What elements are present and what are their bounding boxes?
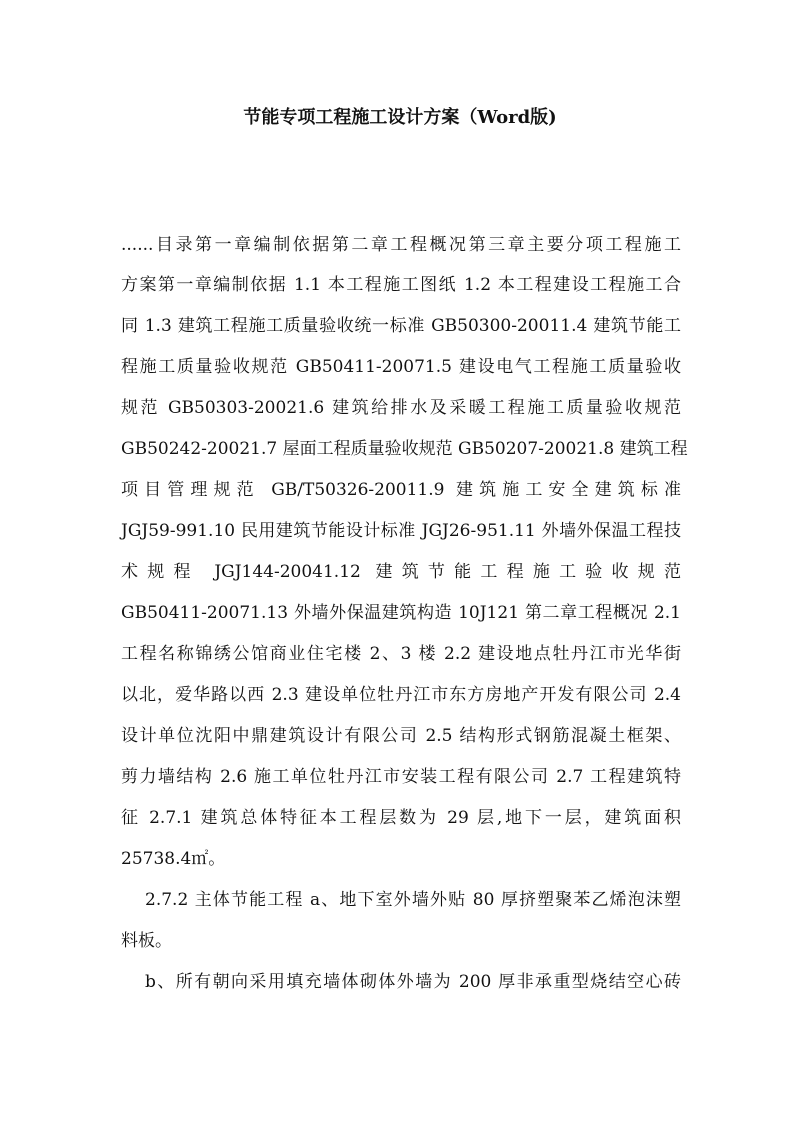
body-line: GB50242-20021.7 屋面工程质量验收规范 GB50207-20021.8 建筑工程: [121, 439, 688, 459]
body-line: 规范 GB50303-20021.6 建筑给排水及采暖工程施工质量验收规范: [121, 398, 681, 418]
body-line: b、所有朝向采用填充墙体砌体外墙为 200 厚非承重型烧结空心砖: [145, 972, 681, 992]
body-line: 剪力墙结构 2.6 施工单位牡丹江市安装工程有限公司 2.7 工程建筑特: [121, 767, 681, 787]
body-line: 2.7.2 主体节能工程 a、地下室外墙外贴 80 厚挤塑聚苯乙烯泡沫塑: [145, 890, 681, 910]
body-line: JGJ59-991.10 民用建筑节能设计标准 JGJ26-951.11 外墙外保温工程技: [121, 521, 681, 541]
body-line: 方案第一章编制依据 1.1 本工程施工图纸 1.2 本工程建设工程施工合: [121, 275, 681, 295]
document-title: 节能专项工程施工设计方案（Word版): [243, 107, 557, 128]
body-line: 25738.4㎡。: [121, 849, 226, 869]
body-line: ......目录第一章编制依据第二章工程概况第三章主要分项工程施工: [121, 235, 681, 255]
body-line: 程施工质量验收规范 GB50411-20071.5 建设电气工程施工质量验收: [121, 357, 681, 377]
body-line: 同 1.3 建筑工程施工质量验收统一标准 GB50300-20011.4 建筑节能工: [121, 316, 681, 336]
body-line: 术规程 JGJ144-20041.12 建筑节能工程施工验收规范: [121, 562, 681, 582]
body-line: GB50411-20071.13 外墙外保温建筑构造 10J121 第二章工程概况 2.1: [121, 603, 681, 623]
body-line: 征 2.7.1 建筑总体特征本工程层数为 29 层,地下一层，建筑面积: [121, 808, 681, 828]
body-line: 设计单位沈阳中鼎建筑设计有限公司 2.5 结构形式钢筋混凝土框架、: [121, 726, 681, 746]
body-line: 工程名称锦绣公馆商业住宅楼 2、3 楼 2.2 建设地点牡丹江市光华街: [121, 644, 681, 664]
body-line: 料板。: [121, 931, 172, 951]
body-line: 以北，爱华路以西 2.3 建设单位牡丹江市东方房地产开发有限公司 2.4: [121, 685, 681, 705]
body-line: 项目管理规范 GB/T50326-20011.9 建筑施工安全建筑标准: [121, 480, 681, 500]
